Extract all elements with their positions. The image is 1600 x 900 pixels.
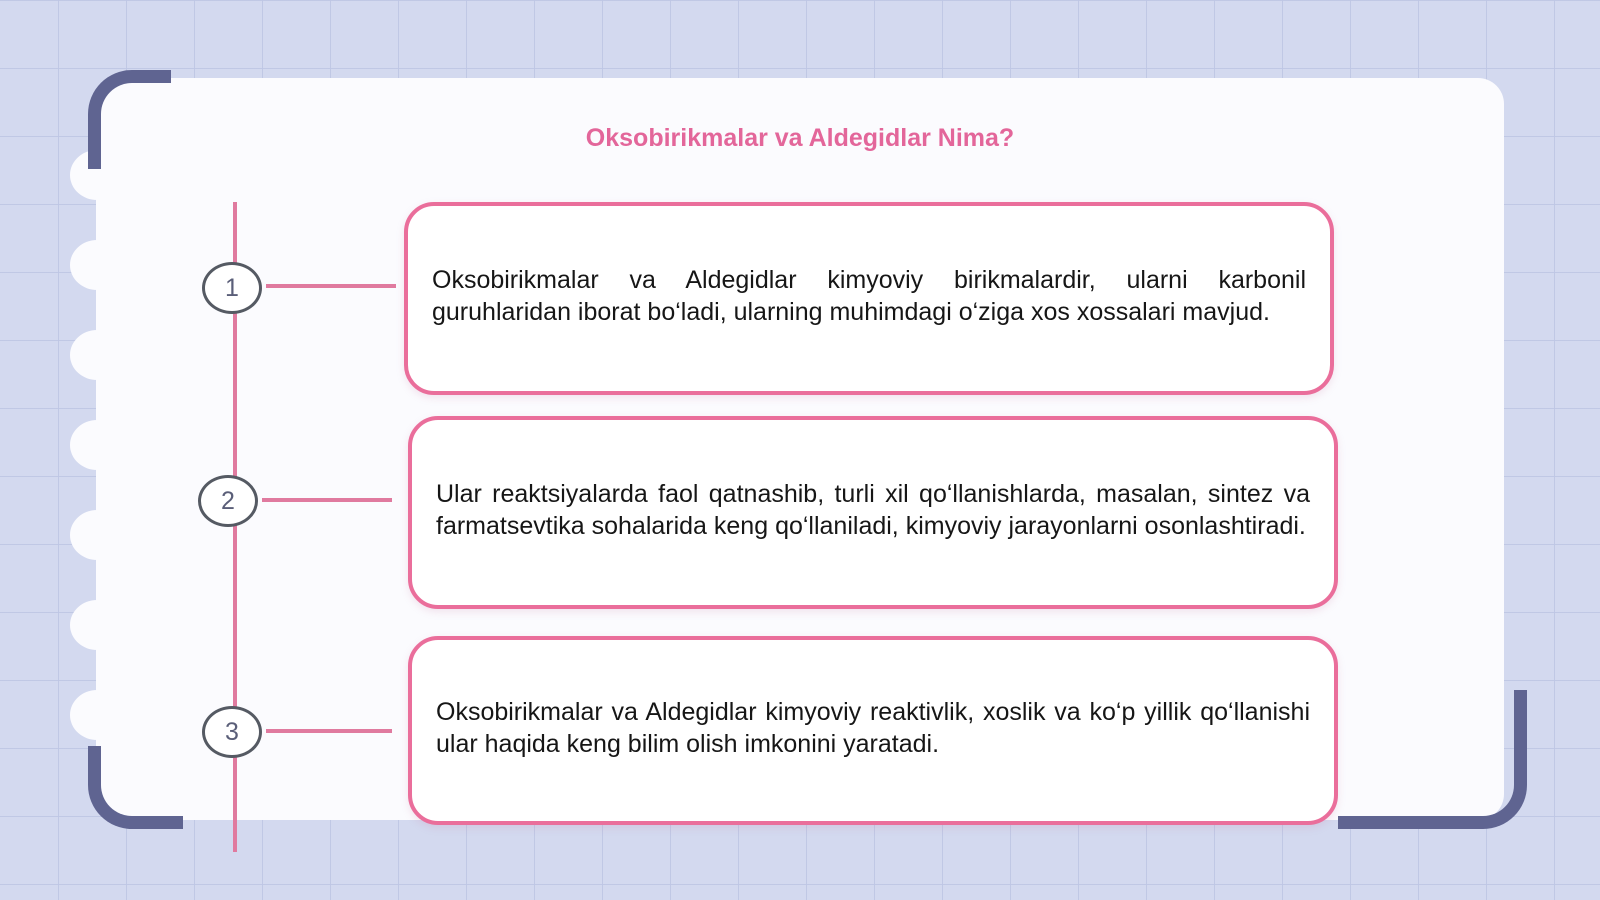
step-number-2: 2 — [198, 475, 258, 527]
info-box-3 — [408, 636, 1338, 825]
info-box-1 — [404, 202, 1334, 395]
notebook-edge-bump — [70, 330, 124, 380]
notebook-edge-bump — [70, 600, 124, 650]
notebook-edge-bump — [70, 510, 124, 560]
timeline-connector-1 — [266, 284, 396, 288]
info-text-2: Ular reaktsiyalarda faol qatnashib, turli xil qo‘llanishlarda, masalan, sintez va farmatsevtika sohalarida keng qo‘llaniladi, kimyoviy jarayonlarni osonlashtiradi. — [436, 479, 1310, 540]
frame-corner-bottom-left — [88, 746, 183, 829]
step-number-3: 3 — [202, 706, 262, 758]
notebook-edge-bump — [70, 420, 124, 470]
notebook-edge-bump — [70, 240, 124, 290]
slide-title: Oksobirikmalar va Aldegidlar Nima? — [585, 124, 1015, 152]
timeline-connector-2 — [262, 498, 392, 502]
info-box-2 — [408, 416, 1338, 609]
step-number-1: 1 — [202, 262, 262, 314]
frame-corner-top-left — [88, 70, 171, 169]
info-text-1: Oksobirikmalar va Aldegidlar kimyoviy birikmalardir, ularni karbonil guruhlaridan iborat bo‘ladi, ularning muhimdagi o‘ziga xos xossalari mavjud. — [432, 265, 1306, 326]
frame-corner-bottom-right — [1338, 690, 1527, 829]
info-text-3: Oksobirikmalar va Aldegidlar kimyoviy reaktivlik, xoslik va ko‘p yillik qo‘llanishi ular haqida keng bilim olish imkonini yaratadi. — [436, 697, 1310, 758]
notebook-edge-bump — [70, 690, 124, 740]
timeline-connector-3 — [266, 729, 392, 733]
